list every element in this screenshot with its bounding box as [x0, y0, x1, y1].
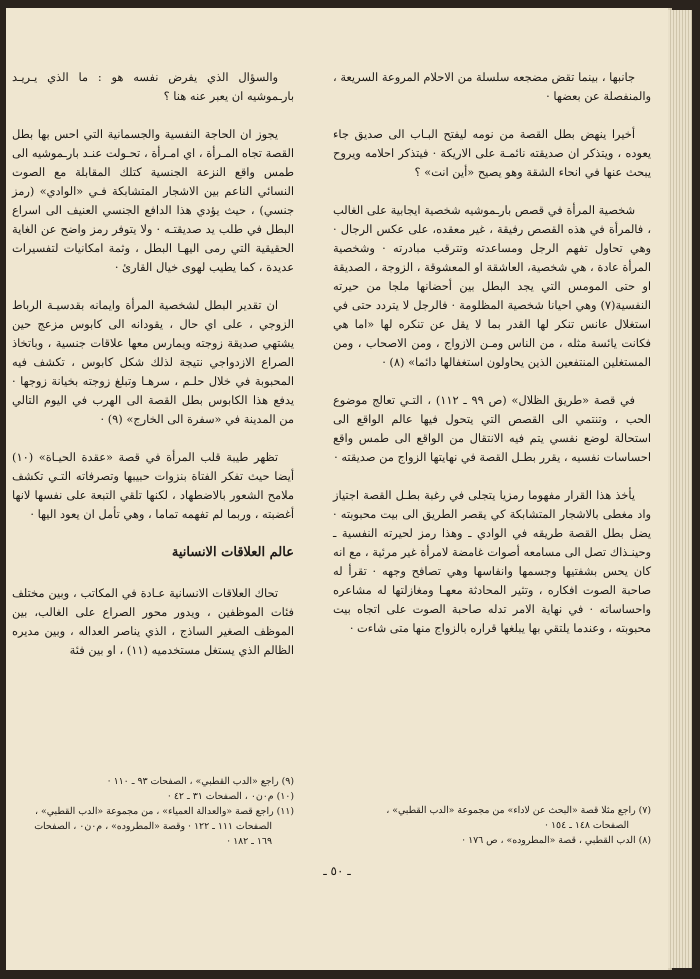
footnote-line: الصفحات ١٤٨ ـ ١٥٤ · [545, 820, 629, 831]
paragraph: أخيرا ينهض بطل القصة من نومه ليفتح البـاب الى صديق جاء يعوده ، ويتذكر ان صديقته نائمـة على الاريكة · فيتذكر احلامه ويروح يبحث عنها في انحاء الشقة وهو يصيح «أين انت» ؟ [333, 127, 651, 179]
left-column [12, 68, 294, 679]
footnote-line: الصفحات ١١١ ـ ١٢٢ · وقصة «المطروده» ، م٠ن٠ ، الصفحات [34, 821, 272, 832]
book-page [6, 8, 668, 970]
paragraph: تحاك العلاقات الانسانية عـادة في المكاتب ، وبين مختلف فئات الموظفين ، ويدور محور الصراع على الغالب، بين الموظف الصغير الساذج ، الذي يناصر العداله ، وبين مديره الظالم الذي يستغل مستخدميه (١١) ، او بين فئة [12, 586, 294, 657]
paragraph: في قصة «طريق الظلال» (ص ٩٩ ـ ١١٢) ، التـي تعالج موضوع الحب ، وتنتمي الى القصص التي يتحول فيها عالم الواقع الى استحالة لوضع نفسي يتم فيه الانتقال من الواقع الى طمس واقع احساسات نفسيه ، يقرر بطـل القصة في نهايتها الزواج من صديقته · [333, 393, 651, 464]
paragraph: تظهر طيبة قلب المرأة في قصة «عقدة الحيـاة» (١٠) أيضا حيث تفكر الفتاة بنزوات حبيبها وتصرفاته التـي تكشف ملامح الشعور بالاضطهاد ، لكنها تلقي التبعة على نفسها لانها أغضبته ، وربما لم تفهمه تماما ، وهي تأمل ان يعود اليها · [12, 450, 294, 521]
right-column [333, 68, 651, 657]
footnote-line: (٧) راجع مثلا قصة «البحث عن لاداء» من مجموعة «الدب القطبي» ، [386, 805, 651, 816]
paragraph: شخصية المرأة في قصص بارـموشيه شخصية ايجابية على الغالب ، فالمرأة في هذه القصص رفيقة ، غير معقده، على عكس الرجال · وهي تحاول تفهم الرجل ومساعدته وتترقب مبادرته · وشخصية المرأة عادة ، هي شخصية، العاشقة او المعشوقة ، الزوجة ، الصديقة او حتى المومس التي يجد البطل بين أحضانها ملجا من حيرته النفسية(٧) وهي احيانا شخصية المظلومة · فالرجل لا يتردد حتى في استغلال عانس تنكر لها القدر بما لا يقل عن تنكره لها «اما هي فكانت يائسة مثله ، من الناس ومـن الازواج ، ومن الاصحاب ، ومن المستغلين المنتفعين الذين يحاولون استغفالها دائما» (٨) · [333, 203, 651, 369]
page-number: ـ ٥٠ ـ [323, 864, 351, 878]
page-edges [668, 10, 692, 968]
footnote-line: (٨) الدب القطبي ، قصة «المطروده» ، ص ١٧٦ · [462, 835, 651, 846]
paragraph: جانبها ، بينما تقض مضجعه سلسلة من الاحلام المروعة السريعة ، والمنفصلة عن بعضها · [333, 70, 651, 103]
footnote-line: (١٠) م٠ن٠ ، الصفحات ٣١ ـ ٤٢ · [167, 791, 294, 802]
footnote-line: (٩) راجع «الدب القطبي» ، الصفحات ٩٣ ـ ١١٠ · [107, 776, 294, 787]
paragraph: ان تقدير البطل لشخصية المرأة وايمانه بقدسيـة الرباط الزوجي ، على اي حال ، يقودانه الى كابوس مزعج حين يشتهي صديقة زوجته ويمارس معها علاقات جنسية ، وباتخاذ الصراع الازدواجي نتيجة لذلك شكل كابوس ، تكشف فيه المحبوبة في خلال حلـم ، سرهـا وتبلغ زوجته بخيانة زوجها · يدفع هذا الكابوس بطل القصة الى الهرب في اليوم التالي من المدينة في «سفرة الى الخارج» (٩) · [12, 298, 294, 426]
paragraph: يأخذ هذا القرار مفهوما رمزيا يتجلى في رغبة بطـل القصة اجتياز واد مغطى بالاشجار المتشابكة كي يقصر الطريق الى بيت محبوبته · يضل بطل القصة طريقه في الوادي ـ وهذا رمز لحيرته النفسية ـ وحينـذاك تصل الى مسامعه أصوات غامضة لامرأة غير مرئية ، مع انه كان يحس بشفتيها وجسمها وانفاسها وهي تصافح وجهه · تقرأ له صاحبة الصوت افكاره ، وتثير المحادثة معهـا ومغازلتها له مشاعره واحساساته · في نهاية الامر تدله صاحبة الصوت على اتجاه بيت محبوبته ، وعندما يلتقي بها يبلغها قراره بالزواج منها متى شاءت · [333, 488, 651, 635]
footnote-line: (١١) راجع قصة «والعدالة العمياء» ، من مجموعة «الدب القطبي» ، [34, 806, 294, 817]
footnote-line: ١٦٩ ـ ١٨٢ · [227, 836, 272, 847]
paragraph: والسؤال الذي يفرض نفسه هو : ما الذي يـريـد بارـموشيه ان يعبر عنه هنا ؟ [12, 70, 294, 103]
section-heading: عالم العلاقات الانسانية [171, 545, 294, 560]
footnotes-left [12, 774, 294, 849]
paragraph: يجوز ان الحاجة النفسية والجسمانية التي احس بها بطل القصة تجاه المـرأة ، اي امـرأة ، تحـولت عنـد بارـموشيه الى طمس واقع النزعة الجنسية كتلك المقابلة مع الصوت النسائي الناعم بين الاشجار المتشابكة فـي «الوادي» (رمز جنسي) ، حيث يؤدي هذا الدافع الجنسي العنيف الى اسراع البطل في طلب يد صديقتـه · ولا يتوفر رمز واضح عن الغاية الحقيقية التي رمى اليهـا البطل ، وثمة امكانيات لتفسيرات عديدة ، كما يطيب لهوى خيال القارئ · [12, 127, 294, 274]
footnotes-right [333, 803, 651, 848]
